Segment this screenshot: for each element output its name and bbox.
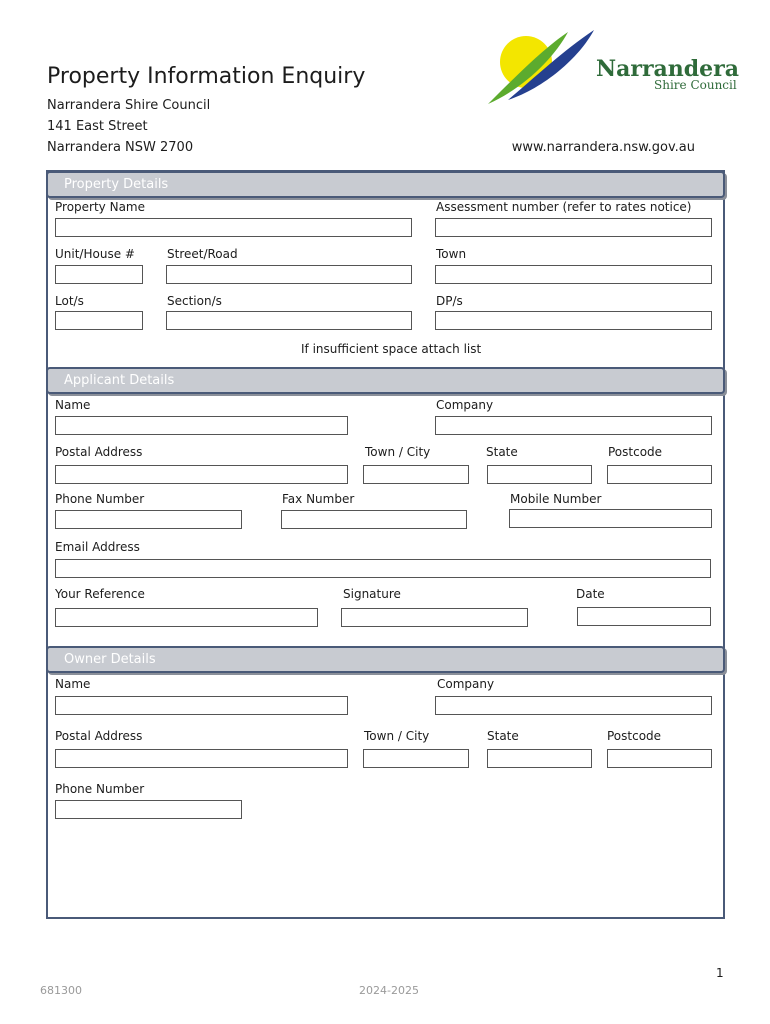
insufficient-space-note: If insufficient space attach list: [301, 342, 482, 356]
applicant-signature-label: Signature: [343, 587, 401, 601]
owner-state-field[interactable]: [487, 749, 592, 768]
owner-state-label: State: [487, 729, 519, 743]
applicant-postal-label: Postal Address: [55, 445, 143, 459]
applicant-phone-label: Phone Number: [55, 492, 145, 506]
property-name-label: Property Name: [55, 200, 145, 214]
owner-postal-label: Postal Address: [55, 729, 143, 743]
property-details-heading: Property Details: [64, 177, 169, 192]
applicant-postcode-field[interactable]: [607, 465, 712, 484]
form-year: 2024-2025: [359, 984, 419, 997]
owner-company-field[interactable]: [435, 696, 712, 715]
applicant-details-heading: Applicant Details: [64, 373, 175, 388]
applicant-phone-field[interactable]: [55, 510, 242, 529]
owner-town-city-field[interactable]: [363, 749, 469, 768]
logo-name: Narrandera: [596, 56, 740, 82]
applicant-details-bar: [46, 367, 725, 394]
dps-field[interactable]: [435, 311, 712, 330]
applicant-fax-field[interactable]: [281, 510, 467, 529]
owner-company-label: Company: [437, 677, 495, 691]
form-code: 681300: [40, 984, 82, 997]
applicant-reference-field[interactable]: [55, 608, 318, 627]
owner-phone-field[interactable]: [55, 800, 242, 819]
property-name-field[interactable]: [55, 218, 412, 237]
applicant-state-label: State: [486, 445, 518, 459]
owner-name-field[interactable]: [55, 696, 348, 715]
applicant-email-field[interactable]: [55, 559, 711, 578]
assessment-number-label: Assessment number (refer to rates notice): [436, 200, 692, 214]
applicant-fax-label: Fax Number: [282, 492, 355, 506]
applicant-date-field[interactable]: [577, 607, 711, 626]
owner-details-heading: Owner Details: [64, 652, 156, 667]
unit-house-field[interactable]: [55, 265, 143, 284]
applicant-name-label: Name: [55, 398, 91, 412]
owner-town-city-label: Town / City: [364, 729, 430, 743]
applicant-postal-field[interactable]: [55, 465, 348, 484]
applicant-state-field[interactable]: [487, 465, 592, 484]
applicant-email-label: Email Address: [55, 540, 140, 554]
dps-label: DP/s: [436, 294, 463, 308]
street-road-field[interactable]: [166, 265, 412, 284]
page-number: 1: [716, 966, 724, 980]
address-line-1: Narrandera Shire Council: [47, 98, 211, 113]
applicant-date-label: Date: [576, 587, 605, 601]
page-title: Property Information Enquiry: [47, 64, 366, 89]
assessment-number-field[interactable]: [435, 218, 712, 237]
applicant-mobile-field[interactable]: [509, 509, 712, 528]
applicant-company-field[interactable]: [435, 416, 712, 435]
address-line-3: Narrandera NSW 2700: [47, 140, 194, 155]
owner-postcode-field[interactable]: [607, 749, 712, 768]
applicant-town-city-label: Town / City: [365, 445, 431, 459]
street-road-label: Street/Road: [167, 247, 238, 261]
owner-details-bar: [46, 646, 725, 673]
applicant-reference-label: Your Reference: [55, 587, 145, 601]
owner-phone-label: Phone Number: [55, 782, 145, 796]
logo-leaves-icon: [484, 28, 604, 108]
website-text: www.narrandera.nsw.gov.au: [511, 140, 695, 155]
unit-house-label: Unit/House #: [55, 247, 135, 261]
lots-field[interactable]: [55, 311, 143, 330]
applicant-mobile-label: Mobile Number: [510, 492, 602, 506]
address-line-2: 141 East Street: [47, 119, 148, 134]
sections-field[interactable]: [166, 311, 412, 330]
applicant-signature-field[interactable]: [341, 608, 528, 627]
sections-label: Section/s: [167, 294, 222, 308]
owner-name-label: Name: [55, 677, 91, 691]
town-label: Town: [436, 247, 467, 261]
town-field[interactable]: [435, 265, 712, 284]
council-logo: [484, 28, 740, 108]
applicant-company-label: Company: [436, 398, 494, 412]
property-details-bar: [46, 171, 725, 198]
lots-label: Lot/s: [55, 294, 84, 308]
applicant-town-city-field[interactable]: [363, 465, 469, 484]
owner-postal-field[interactable]: [55, 749, 348, 768]
applicant-name-field[interactable]: [55, 416, 348, 435]
owner-postcode-label: Postcode: [607, 729, 662, 743]
logo-subtitle: Shire Council: [654, 78, 737, 92]
applicant-postcode-label: Postcode: [608, 445, 663, 459]
